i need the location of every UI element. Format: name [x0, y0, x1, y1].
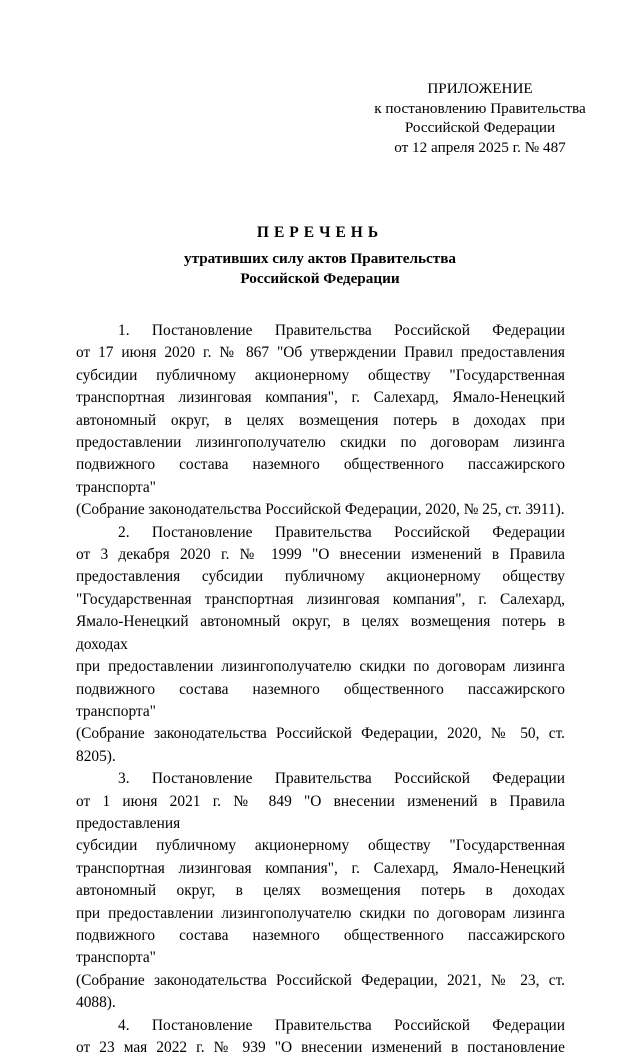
- item-line: 2. Постановление Правительства Российской Федерации: [118, 523, 565, 541]
- item-line: от 23 мая 2022 г. № 939 "О внесении изменений в постановление: [76, 1039, 565, 1056]
- item-line: субсидии публичному акционерному обществу "Государственная: [76, 366, 565, 384]
- list-item: [76, 522, 565, 768]
- items-list: [76, 320, 565, 1059]
- list-item: [76, 1015, 565, 1059]
- appendix-authority: Российской Федерации: [404, 119, 556, 136]
- item-line: 3. Постановление Правительства Российской Федерации: [118, 770, 565, 788]
- item-line: от 1 июня 2021 г. № 849 "О внесении изменений в Правила предоставления: [76, 792, 565, 832]
- item-line: подвижного состава наземного общественного пассажирского транспорта": [76, 926, 565, 967]
- item-line: автономный округ, в целях возмещения потерь в доходах при: [76, 411, 565, 429]
- item-line: 1. Постановление Правительства Российской Федерации: [118, 322, 565, 339]
- item-line: при предоставлении лизингополучателю скидки по договорам лизинга: [76, 904, 565, 922]
- item-line: подвижного состава наземного общественного пассажирского транспорта": [76, 680, 565, 720]
- appendix-label: ПРИЛОЖЕНИЕ: [427, 80, 533, 97]
- document-title: ПЕРЕЧЕНЬ: [256, 224, 384, 241]
- item-line: (Собрание законодательства Российской Федерации, 2020, № 25, ст. 3911).: [76, 501, 565, 519]
- item-line: (Собрание законодательства Российской Федерации, 2020, № 50, ст. 8205).: [76, 725, 565, 765]
- item-line: Ямало-Ненецкий автономный округ, в целях возмещения потерь в доходах: [76, 613, 565, 653]
- item-line: "Государственная транспортная лизинговая компания", г. Салехард,: [76, 590, 565, 608]
- item-line: при предоставлении лизингополучателю скидки по договорам лизинга: [76, 658, 565, 676]
- subtitle-line-1: утративших силу актов Правительства: [183, 250, 457, 267]
- item-line: автономный округ, в целях возмещения потерь в доходах: [76, 882, 565, 900]
- item-line: предоставления субсидии публичному акционерному обществу: [76, 568, 565, 586]
- item-line: от 3 декабря 2020 г. № 1999 "О внесении изменений в Правила: [76, 546, 565, 564]
- list-item: [76, 320, 565, 522]
- item-line: (Собрание законодательства Российской Федерации, 2021, № 23, ст. 4088).: [76, 971, 565, 1012]
- item-line: 4. Постановление Правительства Российской Федерации: [118, 1016, 565, 1034]
- appendix-date-number: от 12 апреля 2025 г. № 487: [394, 138, 566, 156]
- item-line: транспортная лизинговая компания", г. Салехард, Ямало-Ненецкий: [76, 389, 565, 407]
- item-line: субсидии публичному акционерному обществу "Государственная: [76, 837, 565, 855]
- item-line: от 17 июня 2020 г. № 867 "Об утверждении Правил предоставления: [76, 344, 565, 362]
- list-item: [76, 768, 565, 1014]
- item-line: транспортная лизинговая компания", г. Салехард, Ямало-Ненецкий: [76, 859, 565, 877]
- appendix-block: [330, 79, 630, 157]
- subtitle-line-2: Российской Федерации: [240, 269, 400, 287]
- appendix-reference: к постановлению Правительства: [374, 99, 586, 117]
- document-subtitle: [0, 249, 640, 288]
- item-line: предоставлении лизингополучателю скидки по договорам лизинга: [76, 434, 565, 452]
- item-line: подвижного состава наземного общественного пассажирского транспорта": [76, 456, 565, 496]
